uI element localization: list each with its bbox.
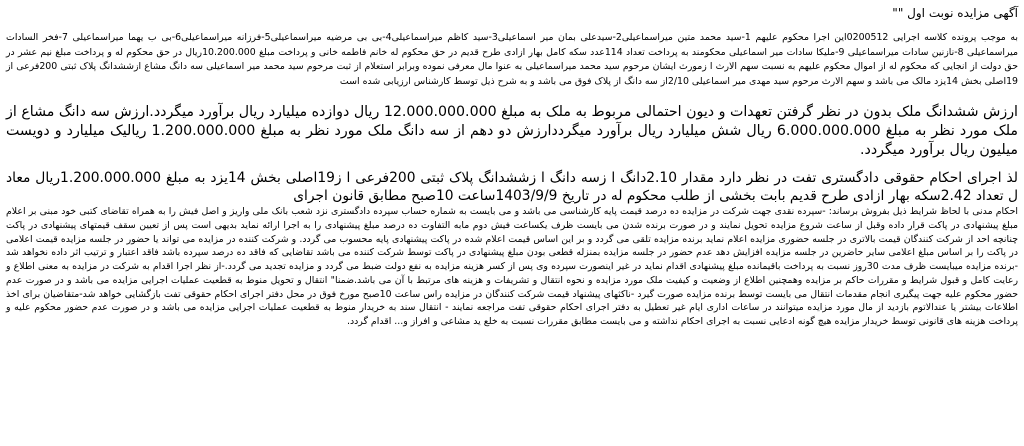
auction-announcement-paragraph: لذ اجرای احکام حقوقی دادگستری تفت در نظر دارد مقدار 2.10دانگ ا زسه دانگ ا زششدانگ پلاک ثبتی 200فرعی ا ز19اصلی بخش 14یزد به مبلغ 1.200.000.000ریال معاد ل تعداد 2.42سکه بهار ازادی طرح قدیم بابت بخشی از طلب محکوم له در تاریخ 1403/9/9ساعت 10صبح مطابق قانون اجرای: [6, 170, 1018, 205]
auction-conditions-paragraph: احکام مدنی با لحاظ شرایط ذیل بفروش برساند: -سپرده نقدی جهت شرکت در مزایده ده درصد قیمت پایه کارشناسی می باشد و می بایست به شماره حساب سپرده دادگستری نزد شعب بانک ملی واریز و اصل فیش را به همراه تقاضای کتبی خود مبنی بر اعلام مبلغ پیشنهادی در پاکت قرار داده وقبل از ساعت شروع مزایده تحویل نمایند و در صورت برنده شدن می بایست ظرف یکساعت فیش دوم مابه التفاوت ده درصد مبلغ پیشنهادی را به اجرا ارائه نماید بدیهی است پس از تعیین سقف قیمتهای پیشنهادی در پاکت چنانچه احد از شرکت کنندگان قیمت بالاتری در جلسه حضوری مزایده اعلام نماید برنده مزایده تلقی می گردد و بر این اساس قیمت اعلام شده در پاکت پیشنهادی پایه محسوب می گردد. و شرکت کننده در مزایده می تواند یا حضور در جلسه مزایده قیمت اعلامی در پاکت را بر اساس مبلغ اعلامی سایر حاضرین در جلسه مزایده افزایش دهد عدم حضور در جلسه مزایده بمنزله قطعی بودن مبلغ پیشنهادی در پاکت توسط شرکت کننده می باشد تقاضایی که فاقد ده درصد سپرده باشد فاقد اعتبار و ترتیب اثر داده نخواهد شد -برنده مزایده میبایست ظرف مدت 30روز نسبت به پرداخت باقیمانده مبلغ پیشنهادی اقدام نماید در غیر اینصورت سپرده وی پس از کسر هزینه مزایده به نفع دولت ضبط می گردد و مزایده تجدید می گردد.-از نظر اجرا اقدام به شرکت در مزایده به معنی اطلاع و رعایت کامل و قبول شرایط و مقررات حاکم بر مزایده وهمچنین اطلاع از وضعیت و کیفیت ملک مورد مزایده و نحوه انتقال و تشریفات و هزینه های مرتبط با آن می باشد.ضمنا" انتقال و تحویل منوط به قطعیت عملیات اجرایی مزایده می باشد و در صورت عدم حضور محکوم علیه جهت پیگیری انجام مقدمات انتقال می بایست توسط برنده مزایده صورت گیرد -ناکثهای پیشنهاد قیمت شرکت کنندگان در مزایده راس ساعت 10صبح مورخ فوق در محل دفتر اجرای احکام حقوقی تفت بازگشایی خواهد شد-متقاضیان برای اخذ اطلاعات بیشتر یا عندالاتوم بازدید از مال مورد مزایده میتوانند در ساعات اداری ایام غیر تعطیل به دفتر اجرای احکام حقوقی تفت مراجعه نمایند - انتقال سند به خریدار منوط به قطعیت عملیات اجرایی مزایده می باشد و در صورت عدم حضور محکوم علیه و پرداخت هزینه های قانونی توسط خریدار مزایده هیچ گونه ادعایی نسبت به اجرای احکام نداشته و می بایست مطابق مقررات نسبت به خلع ید مشاعی و افراز و... اقدام گردد.: [6, 206, 1018, 327]
valuation-paragraph: ارزش ششدانگ ملک بدون در نظر گرفتن تعهدات و دیون احتمالی مربوط به ملک به مبلغ 12.000.000.000 ریال دوازده میلیارد ریال برآورد میگردد.ارزش سه دانگ مشاع از ملک مورد نظر به مبلغ 6.000.000.000 ریال شش میلیارد ریال برآورد میگرددارزش دو دهم از سه دانگ ملک مورد نظر به مبلغ 1.200.000.000 ریالیک میلیارد و دویست میلیون ریال برآورد میگردد.: [6, 104, 1019, 159]
case-description-paragraph: به موجب پرونده کلاسه اجرایی 0200512این اجرا محکوم علیهم 1-سید محمد متین میراسماعیلی2-سیدعلی بمان میر اسماعیلی3-سید کاظم میراسماعیلی4-بی بی مرضیه میراسماعیلی5-فرزانه میراسماعیلی6-بی ب یهما میراسماعیلی 7-فخر السادات میراسماعیلی 8-نازنین سادات میراسماعیلی 9-ملیکا سادات میر اسماعیلی محکومند به پرداخت تعداد 114عدد سکه کامل بهار ازادی طرح قدیم در حق محکوم له خانم فاطمه خانی و پرداخت مبلغ 10.200.000ریال در حق محکوم له و پرداخت مبلغ نیم عشر در حق دولت از انجایی که محکوم له از اموال محکوم علیهم به نسبت سهم الارث ا زمورث ایشان مرحوم سید محمد میراسماعیلی به عنوا مال معرفی نموده وبرابر استعلام از ثبت مرحوم سید محمد میر اسماعیلی سه دانگ مشاع ازششدانگ پلاک ثبتی 200فرعی از 19اصلی بخش 14یزد مالک می باشد و سهم الارث مرحوم سید مهدی میر اسماعیلی 2/10از سه دانگ از پلاک فوق می باشد و به شرح ذیل توسط کارشناس ارزیابی شده است: [6, 32, 1019, 87]
notice-title: آگهی مزایده نوبت اول "": [892, 6, 1018, 20]
